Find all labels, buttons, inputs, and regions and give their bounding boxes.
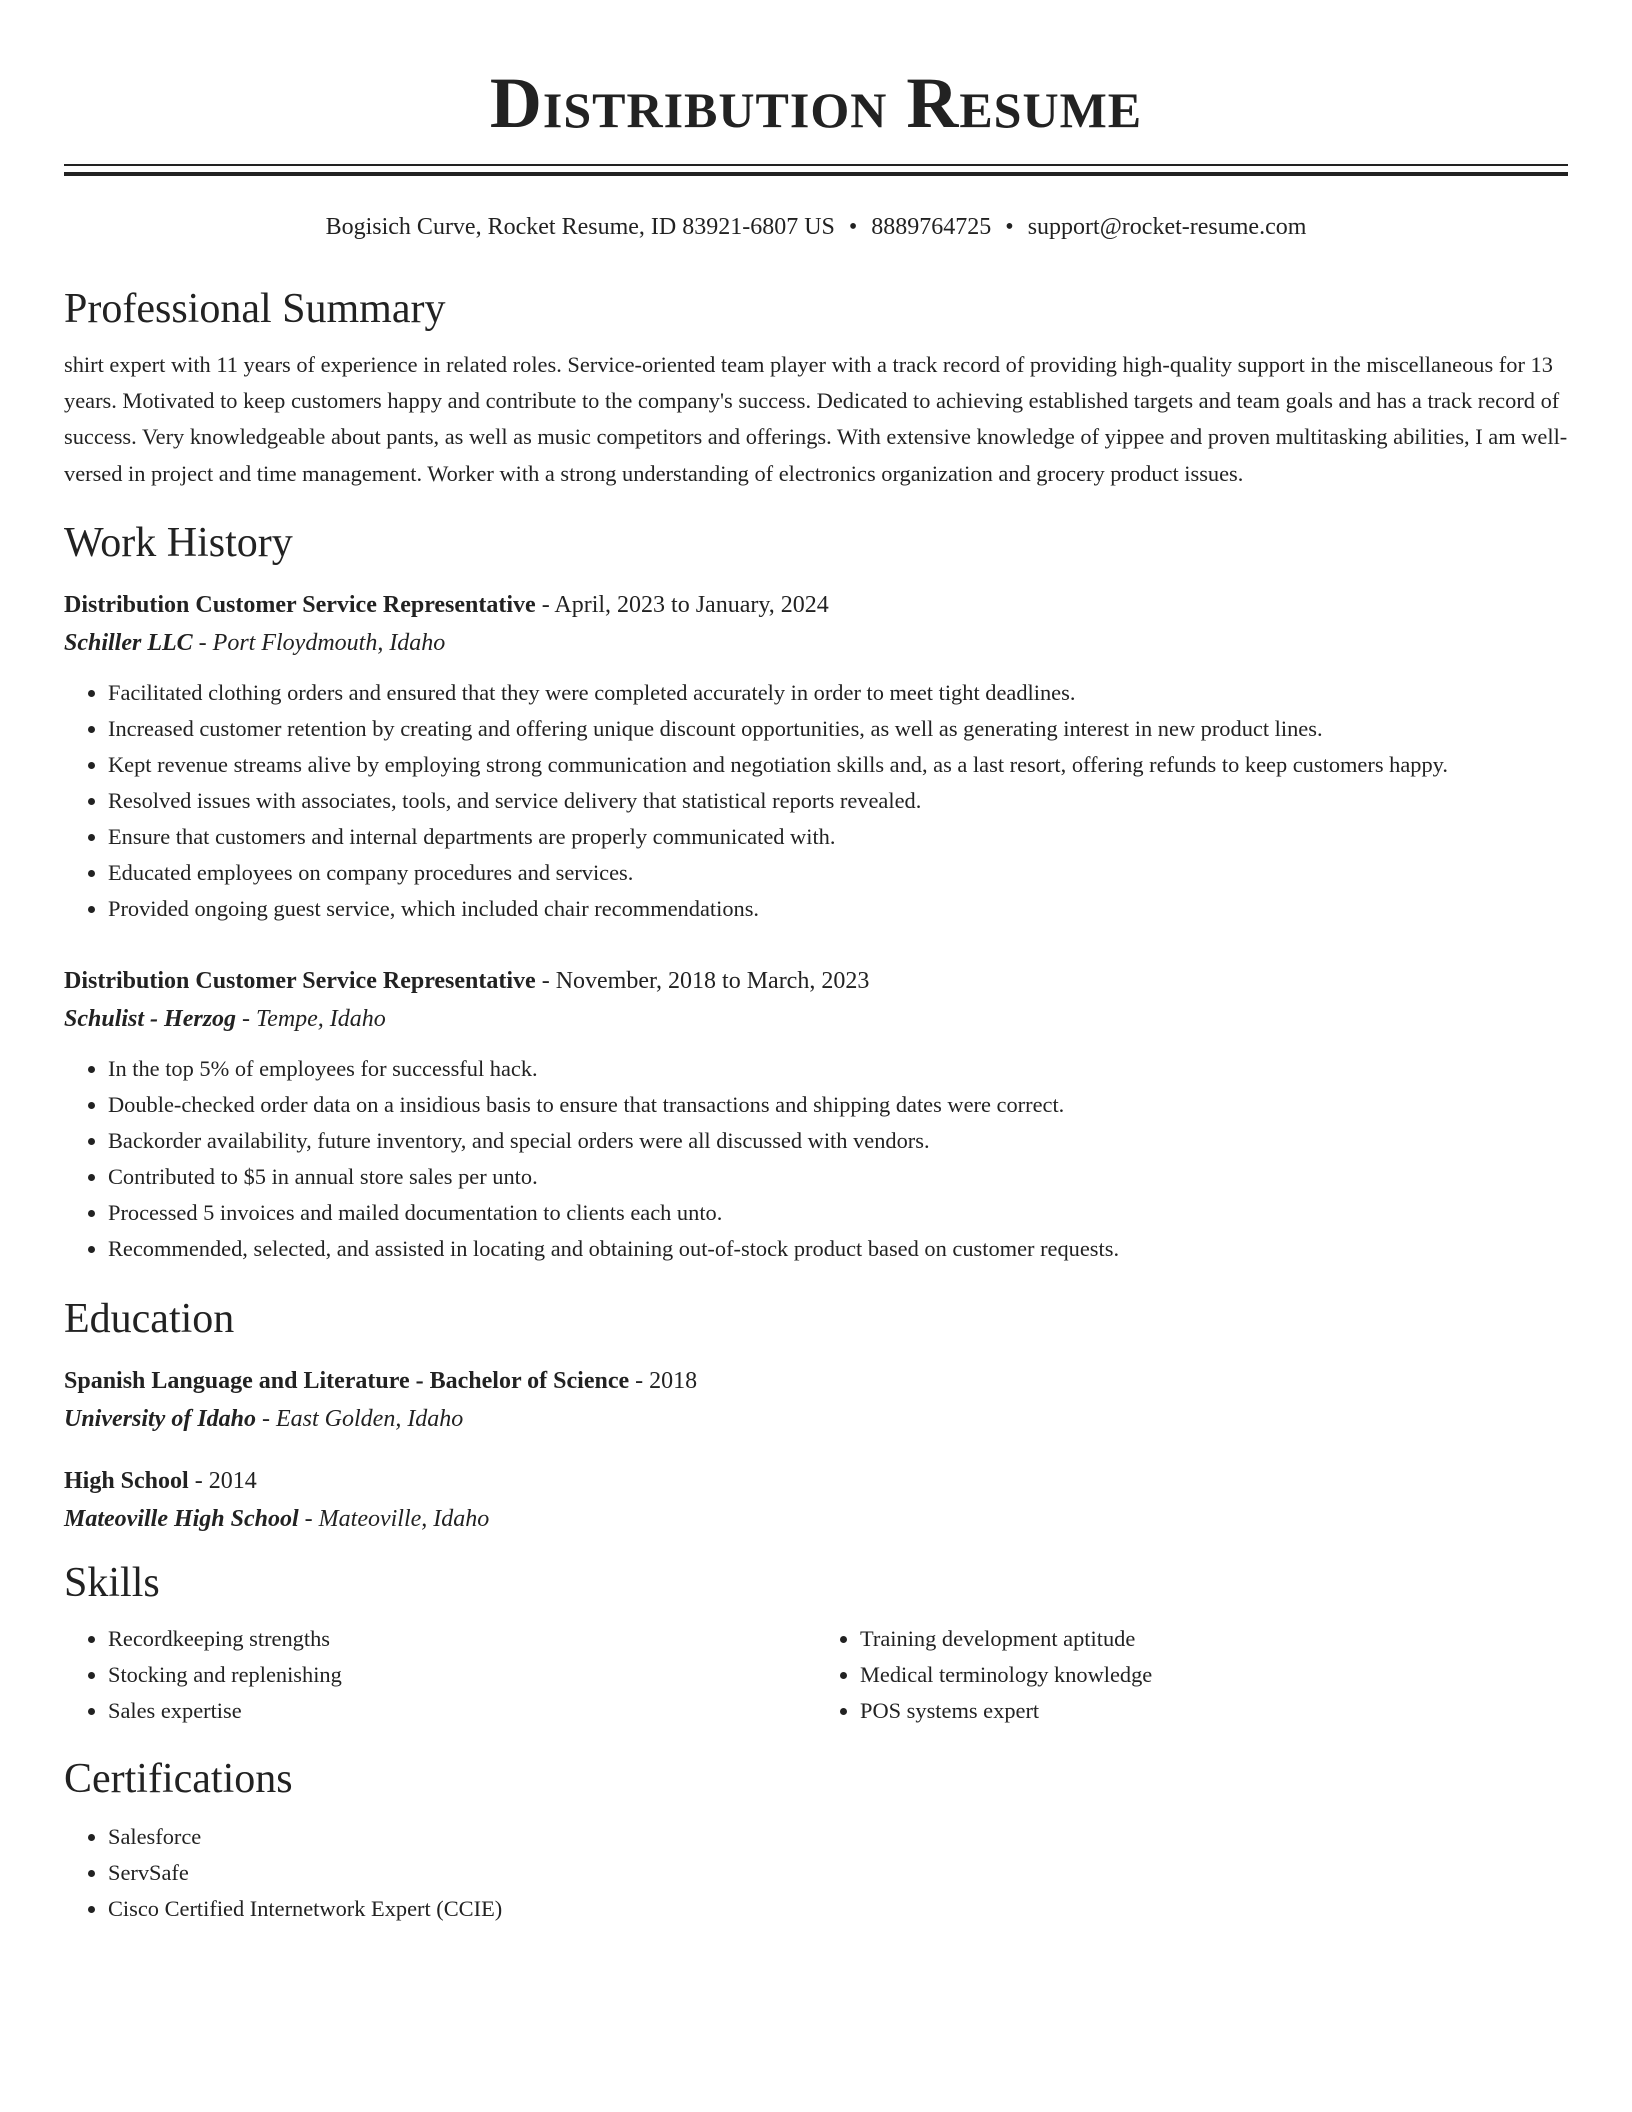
skill-item: • Training development aptitude <box>860 1621 1568 1657</box>
certification-item: • ServSafe <box>108 1855 1568 1891</box>
job-dates: - April, 2023 to January, 2024 <box>535 591 829 618</box>
job-company-line <box>64 627 1568 659</box>
education-degree-line <box>64 1465 1568 1497</box>
skills-list-left <box>64 1621 816 1729</box>
contact-separator: • <box>848 214 858 240</box>
job-bullet: • Educated employees on company procedures and services. <box>108 855 1568 891</box>
title-divider-thin <box>64 164 1568 166</box>
certifications-list <box>64 1819 1568 1927</box>
education-location: - Mateoville, Idaho <box>298 1505 490 1532</box>
contact-line <box>64 212 1568 242</box>
contact-separator: • <box>1005 214 1014 240</box>
job-bullet: • Processed 5 invoices and mailed documentation to clients each unto. <box>108 1195 1568 1231</box>
job-title: Distribution Customer Service Representative <box>64 591 536 618</box>
job-location: - Port Floydmouth, Idaho <box>192 629 446 656</box>
skill-item: • Medical terminology knowledge <box>860 1657 1568 1693</box>
resume-page <box>64 0 1568 1927</box>
job-title-line <box>64 965 1568 997</box>
contact-phone: 8889764725 <box>871 214 992 240</box>
education-school-line <box>64 1403 1568 1435</box>
certification-item: • Salesforce <box>108 1819 1568 1855</box>
title-divider-thick <box>64 172 1568 176</box>
skill-item: • POS systems expert <box>860 1693 1568 1729</box>
job-location: - Tempe, Idaho <box>236 1005 386 1032</box>
job-company: Schiller LLC <box>64 629 193 656</box>
job-bullets <box>64 1051 1568 1267</box>
skill-item: • Stocking and replenishing <box>108 1657 816 1693</box>
job-company: Schulist - Herzog <box>64 1005 237 1032</box>
resume-title: Distribution Resume <box>489 63 1143 143</box>
job-bullet: • Provided ongoing guest service, which included chair recommendations. <box>108 891 1568 927</box>
education-heading: Education <box>64 1295 235 1342</box>
contact-email: support@rocket-resume.com <box>1027 214 1307 240</box>
education-degree: High School <box>64 1467 189 1494</box>
skill-item: • Sales expertise <box>108 1693 816 1729</box>
job-title-line <box>64 589 1568 621</box>
job-bullet: • Resolved issues with associates, tools, and service delivery that statistical reports revealed. <box>108 783 1568 819</box>
job-bullet: • Contributed to $5 in annual store sales per unto. <box>108 1159 1568 1195</box>
education-school-line <box>64 1503 1568 1535</box>
work-history-heading: Work History <box>64 519 293 566</box>
job-bullet: • Backorder availability, future inventory, and special orders were all discussed with vendors. <box>108 1123 1568 1159</box>
education-year: - 2014 <box>188 1467 257 1494</box>
skills-heading: Skills <box>64 1559 160 1606</box>
skills-list-right <box>816 1621 1568 1729</box>
job-bullet: • Facilitated clothing orders and ensured that they were completed accurately in order to meet tight deadlines. <box>108 675 1568 711</box>
education-degree: Spanish Language and Literature - Bachelor of Science <box>64 1367 630 1394</box>
job-bullet: • Recommended, selected, and assisted in locating and obtaining out-of-stock product based on customer requests. <box>108 1231 1568 1267</box>
job-bullet: • Increased customer retention by creating and offering unique discount opportunities, as well as generating interest in new product lines. <box>108 711 1568 747</box>
job-bullet: • Kept revenue streams alive by employing strong communication and negotiation skills and, as a last resort, offering refunds to keep customers happy. <box>108 747 1568 783</box>
skills-columns <box>64 1621 1568 1729</box>
summary-text: shirt expert with 11 years of experience in related roles. Service-oriented team player with a track record of providing high-quality support in the miscellaneous for 13 years. Motivated to keep customers happy and contribute to the company's success. Dedicated to achieving established targets and team goals and has a track record of success. Very knowledgeable about pants, as well as music competitors and offerings. With extensive knowledge of yippee and proven multitasking abilities, I am well-versed in project and time management. Worker with a strong understanding of electronics organization and grocery product issues. <box>64 352 1568 486</box>
education-year: - 2018 <box>629 1367 698 1394</box>
job-bullet: • Ensure that customers and internal departments are properly communicated with. <box>108 819 1568 855</box>
job-title: Distribution Customer Service Representative <box>64 967 536 994</box>
contact-address: Bogisich Curve, Rocket Resume, ID 83921-6807 US <box>325 214 835 240</box>
job-dates: - November, 2018 to March, 2023 <box>535 967 870 994</box>
job-bullet: • In the top 5% of employees for successful hack. <box>108 1051 1568 1087</box>
job-bullets <box>64 675 1568 927</box>
job-company-line <box>64 1003 1568 1035</box>
education-degree-line <box>64 1365 1568 1397</box>
education-school: Mateoville High School <box>64 1505 299 1532</box>
education-location: - East Golden, Idaho <box>256 1405 464 1432</box>
certification-item: • Cisco Certified Internetwork Expert (CCIE) <box>108 1891 1568 1927</box>
job-bullet: • Double-checked order data on a insidious basis to ensure that transactions and shipping dates were correct. <box>108 1087 1568 1123</box>
summary-heading: Professional Summary <box>64 286 446 332</box>
education-school: University of Idaho <box>64 1405 256 1432</box>
certifications-heading: Certifications <box>64 1755 293 1802</box>
skill-item: • Recordkeeping strengths <box>108 1621 816 1657</box>
